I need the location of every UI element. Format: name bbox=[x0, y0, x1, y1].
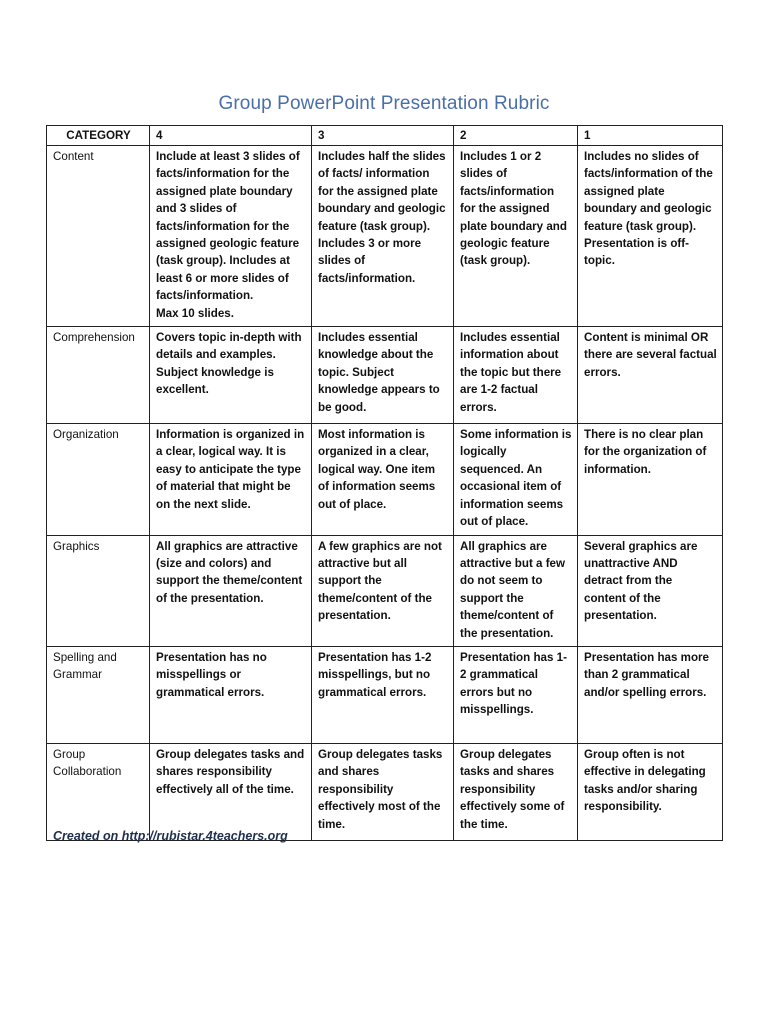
score-1-cell: Several graphics are unattractive AND detract from the content of the presentation. bbox=[578, 535, 723, 646]
table-row bbox=[47, 535, 723, 646]
rubric-header bbox=[47, 126, 723, 146]
category-cell: Organization bbox=[47, 424, 150, 535]
score-2-cell: Includes 1 or 2 slides of facts/information for the assigned plate boundary and geologic feature (task group). bbox=[454, 146, 578, 327]
rubric-body bbox=[47, 146, 723, 841]
score-4-cell: Information is organized in a clear, logical way. It is easy to anticipate the type of material that might be on the next slide. bbox=[150, 424, 312, 535]
score-1-cell: Includes no slides of facts/information of the assigned plate boundary and geologic feature (task group). Presentation is off-topic. bbox=[578, 146, 723, 327]
score-4-cell: All graphics are attractive (size and colors) and support the theme/content of the presentation. bbox=[150, 535, 312, 646]
category-cell: Group Collaboration bbox=[47, 743, 150, 840]
header-score-2: 2 bbox=[454, 126, 578, 146]
page-title: Group PowerPoint Presentation Rubric bbox=[218, 93, 550, 114]
table-row bbox=[47, 327, 723, 424]
score-4-cell: Covers topic in-depth with details and examples. Subject knowledge is excellent. bbox=[150, 327, 312, 424]
header-score-4: 4 bbox=[150, 126, 312, 146]
score-3-cell: Includes essential knowledge about the topic. Subject knowledge appears to be good. bbox=[312, 327, 454, 424]
score-1-cell: There is no clear plan for the organization of information. bbox=[578, 424, 723, 535]
score-1-cell: Group often is not effective in delegating tasks and/or sharing responsibility. bbox=[578, 743, 723, 840]
score-2-cell: Includes essential information about the topic but there are 1-2 factual errors. bbox=[454, 327, 578, 424]
rubric-table bbox=[46, 125, 723, 841]
header-score-1: 1 bbox=[578, 126, 723, 146]
footer-credit: Created on http://rubistar.4teachers.org bbox=[53, 829, 288, 843]
table-row bbox=[47, 424, 723, 535]
score-3-cell: Group delegates tasks and shares responsibility effectively most of the time. bbox=[312, 743, 454, 840]
category-cell: Graphics bbox=[47, 535, 150, 646]
cell-extra-text: Max 10 slides. bbox=[156, 306, 234, 320]
header-category: CATEGORY bbox=[47, 126, 150, 146]
score-3-cell: Presentation has 1-2 misspellings, but no grammatical errors. bbox=[312, 646, 454, 743]
category-cell: Content bbox=[47, 146, 150, 327]
score-3-cell: A few graphics are not attractive but all support the theme/content of the presentation. bbox=[312, 535, 454, 646]
score-2-cell: Some information is logically sequenced. An occasional item of information seems out of place. bbox=[454, 424, 578, 535]
score-3-cell: Includes half the slides of facts/ information for the assigned plate boundary and geologic feature (task group). Includes 3 or more slides of facts/information. bbox=[312, 146, 454, 327]
table-row bbox=[47, 146, 723, 327]
category-cell: Comprehension bbox=[47, 327, 150, 424]
score-3-cell: Most information is organized in a clear, logical way. One item of information seems out of place. bbox=[312, 424, 454, 535]
score-2-cell: Group delegates tasks and shares responsibility effectively some of the time. bbox=[454, 743, 578, 840]
score-2-cell: All graphics are attractive but a few do not seem to support the theme/content of the presentation. bbox=[454, 535, 578, 646]
table-row bbox=[47, 743, 723, 840]
score-4-cell: Group delegates tasks and shares responsibility effectively all of the time. bbox=[150, 743, 312, 840]
score-4-cell: Presentation has no misspellings or grammatical errors. bbox=[150, 646, 312, 743]
score-1-cell: Content is minimal OR there are several factual errors. bbox=[578, 327, 723, 424]
score-2-cell: Presentation has 1-2 grammatical errors but no misspellings. bbox=[454, 646, 578, 743]
table-row bbox=[47, 646, 723, 743]
header-row bbox=[47, 126, 723, 146]
score-4-cell bbox=[150, 146, 312, 327]
header-score-3: 3 bbox=[312, 126, 454, 146]
score-1-cell: Presentation has more than 2 grammatical and/or spelling errors. bbox=[578, 646, 723, 743]
cell-text: Include at least 3 slides of facts/information for the assigned plate boundary and 3 slides of facts/information for the assigned geologic feature (task group). Includes at least 6 or more slides of facts/information. bbox=[156, 150, 300, 303]
category-cell: Spelling and Grammar bbox=[47, 646, 150, 743]
